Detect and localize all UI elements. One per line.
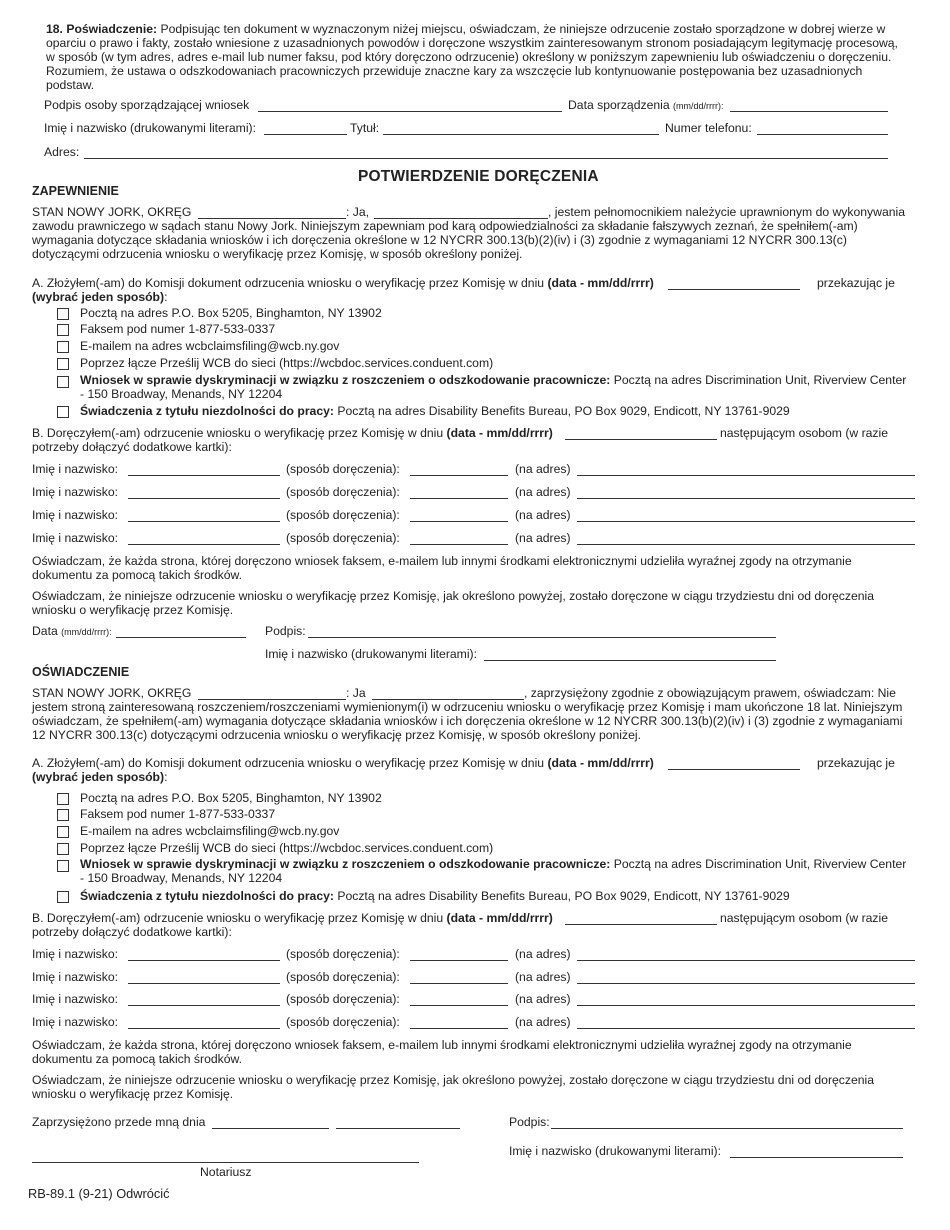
sign2-signature-field[interactable]	[551, 1128, 903, 1129]
section-a2-text: A. Złożyłem(-am) do Komisji dokument odrzucenia wniosku o weryfikację przez Komisję w dniu (data - mm/dd/rrrr)	[32, 756, 654, 770]
prepared-date-label: Data sporządzenia (mm/dd/rrrr):	[568, 98, 724, 112]
affirmation-text-4: dotyczącymi odrzucenia wniosku o weryfikację przez Komisję, w sposób określony poniżej.	[32, 247, 523, 261]
affirmation-text-2: zawodu prawniczego w sądach stanu Nowy Jork. Niniejszym zapewniam pod karą odpowiedzialności za składanie fałszywych zeznań, że spełniłem(-am)	[32, 219, 858, 233]
oath-text-1: , zaprzysiężony zgodnie z obowiązującym prawem, oświadczam: Nie	[524, 686, 896, 700]
a2-discrimination-option: Wniosek w sprawie dyskryminacji w związku z roszczeniem o odszkodowanie pracownicze: Pocztą na adres Discrimination Unit, Riverview Center	[80, 857, 907, 871]
prepared-date-field[interactable]	[730, 111, 888, 112]
section-b1-text-2: następującym osobom (w razie	[720, 426, 888, 440]
recipient-method-label: (sposób doręczenia):	[286, 462, 400, 476]
sworn-before-label: Zaprzysiężono przede mną dnia	[32, 1115, 206, 1129]
consent-text: Oświadczam, że każda strona, której doręczono wniosek faksem, e-mailem lub innymi środkami elektronicznymi udzieliła wyraźnej zgody na otrzymanie	[32, 1038, 852, 1052]
recipient-method-field[interactable]	[410, 1028, 508, 1029]
a2-disability-option: Świadczenia z tytułu niezdolności do pracy: Pocztą na adres Disability Benefits Bureau, PO Box 9029, Endicott, NY 13761-9029	[80, 889, 790, 903]
section-b2-date-field[interactable]	[565, 924, 717, 925]
recipient-name-field[interactable]	[128, 960, 280, 961]
served-text-2: wniosku o weryfikację przez Komisję.	[32, 603, 234, 617]
oath-state-label: STAN NOWY JORK, OKRĘG	[32, 686, 192, 700]
page-title: POTWIERDZENIE DORĘCZENIA	[358, 168, 599, 185]
affirmation-heading: ZAPEWNIENIE	[32, 184, 119, 198]
a1-fax-option: Faksem pod numer 1-877-533-0337	[80, 322, 276, 336]
a2-email-option: E-mailem na adres wcbclaimsfiling@wcb.ny.gov	[80, 824, 340, 838]
recipient-method-field[interactable]	[410, 475, 508, 476]
sign1-signature-field[interactable]	[308, 637, 776, 638]
recipient-address-label: (na adres)	[515, 485, 571, 499]
recipient-address-field[interactable]	[577, 983, 915, 984]
a2-web-checkbox[interactable]	[57, 843, 69, 855]
recipient-address-label: (na adres)	[515, 947, 571, 961]
recipient-method-field[interactable]	[410, 983, 508, 984]
section-b2-text-3: potrzeby dołączyć dodatkowe kartki):	[32, 925, 232, 939]
section-a1-choose: (wybrać jeden sposób):	[32, 290, 168, 304]
recipient-address-field[interactable]	[577, 1005, 915, 1006]
sign1-name-field[interactable]	[484, 660, 776, 661]
recipient-address-label: (na adres)	[515, 462, 571, 476]
recipient-name-label: Imię i nazwisko:	[32, 508, 119, 522]
recipient-address-label: (na adres)	[515, 992, 571, 1006]
a2-discrimination-option-2: - 150 Broadway, Menands, NY 12204	[80, 871, 283, 885]
recipient-method-label: (sposób doręczenia):	[286, 1015, 400, 1029]
declaration-paragraph	[46, 22, 906, 92]
recipient-name-label: Imię i nazwisko:	[32, 531, 119, 545]
a2-mail-option: Pocztą na adres P.O. Box 5205, Binghamton, NY 13902	[80, 791, 382, 805]
recipient-method-field[interactable]	[410, 521, 508, 522]
recipient-address-field[interactable]	[577, 475, 915, 476]
a1-discrimination-option-2: - 150 Broadway, Menands, NY 12204	[80, 387, 283, 401]
served-text: Oświadczam, że niniejsze odrzucenie wniosku o weryfikację przez Komisję, jak określono powyżej, zostało doręczone w ciągu trzydziestu dni od doręczenia	[32, 1073, 875, 1087]
affirmation-ja: : Ja,	[346, 205, 370, 219]
recipient-name-field[interactable]	[128, 498, 280, 499]
sign2-name-field[interactable]	[730, 1157, 903, 1158]
oath-ja: : Ja	[346, 686, 366, 700]
oath-text-4: 12 NYCRR 300.13(c) dotyczącymi odrzucenia wniosku o weryfikację przez Komisję, w sposób określony poniżej.	[32, 728, 641, 742]
a1-mail-checkbox[interactable]	[57, 308, 69, 320]
section-b2-text-2: następującym osobom (w razie	[720, 911, 888, 925]
consent-text-2: dokumentu za pomocą takich środków.	[32, 1052, 243, 1066]
form-footer-id: RB-89.1 (9-21) Odwrócić	[28, 1186, 170, 1201]
recipient-address-label: (na adres)	[515, 531, 571, 545]
section-a1-forwarding: przekazując je	[817, 276, 895, 290]
a2-mail-checkbox[interactable]	[57, 793, 69, 805]
a2-email-checkbox[interactable]	[57, 826, 69, 838]
oath-text-3: oświadczam, że spełniłem(-am) wymagania dotyczące składania wniosków i ich doręczenia określone w 12 NYCRR 300.13(b)(2)(iv) i (3) zgodnie z wymaganiami	[32, 714, 903, 728]
consent-text-2: dokumentu za pomocą takich środków.	[32, 568, 243, 582]
recipient-name-field[interactable]	[128, 983, 280, 984]
recipient-method-label: (sposób doręczenia):	[286, 531, 400, 545]
section-b1-text: B. Doręczyłem(-am) odrzucenie wniosku o weryfikację przez Komisję w dniu (data - mm/dd/rrrr)	[32, 426, 553, 440]
section-b1-text-3: potrzeby dołączyć dodatkowe kartki):	[32, 440, 232, 454]
oath-text-2: jestem stroną zainteresowaną roszczeniem/roszczeniami wymienionym(i) w odrzuceniu wniosku o weryfikację przez Komisję i mam ukończone 18 lat. Niniejszym	[32, 700, 903, 714]
preparer-address-label: Adres:	[44, 145, 80, 159]
a1-fax-checkbox[interactable]	[57, 324, 69, 336]
preparer-title-label: Tytuł:	[350, 121, 380, 135]
recipient-address-label: (na adres)	[515, 970, 571, 984]
declaration-heading: 18. Poświadczenie:	[46, 22, 158, 36]
recipient-name-label: Imię i nazwisko:	[32, 485, 119, 499]
recipient-name-label: Imię i nazwisko:	[32, 947, 119, 961]
recipient-method-label: (sposób doręczenia):	[286, 992, 400, 1006]
recipient-name-label: Imię i nazwisko:	[32, 1015, 119, 1029]
preparer-phone-label: Numer telefonu:	[665, 121, 752, 135]
sign1-signature-label: Podpis:	[265, 624, 306, 638]
a2-disability-checkbox[interactable]	[57, 891, 69, 903]
served-text-2: wniosku o weryfikację przez Komisję.	[32, 1087, 234, 1101]
sworn-day-field[interactable]	[212, 1128, 329, 1129]
affirmation-text-3: wymagania dotyczące składania wniosków i ich doręczenia określone w 12 NYCRR 300.13(b)(2)(iv) i (3) zgodnie z wymaganiami 12 NYCRR 300.13(c)	[32, 233, 847, 247]
recipient-method-field[interactable]	[410, 1005, 508, 1006]
a1-email-checkbox[interactable]	[57, 341, 69, 353]
a1-web-checkbox[interactable]	[57, 358, 69, 370]
a1-web-option: Poprzez łącze Prześlij WCB do sieci (https://wcbdoc.services.conduent.com)	[80, 356, 494, 370]
served-text: Oświadczam, że niniejsze odrzucenie wniosku o weryfikację przez Komisję, jak określono powyżej, zostało doręczone w ciągu trzydziestu dni od doręczenia	[32, 589, 875, 603]
recipient-address-label: (na adres)	[515, 1015, 571, 1029]
preparer-address-field[interactable]	[84, 158, 888, 159]
consent-text: Oświadczam, że każda strona, której doręczono wniosek faksem, e-mailem lub innymi środkami elektronicznymi udzieliła wyraźnej zgody na otrzymanie	[32, 554, 852, 568]
sign1-date-field[interactable]	[116, 637, 246, 638]
oath-heading: OŚWIADCZENIE	[32, 665, 130, 679]
a2-discrimination-checkbox[interactable]	[57, 860, 69, 872]
recipient-name-label: Imię i nazwisko:	[32, 992, 119, 1006]
recipient-method-label: (sposób doręczenia):	[286, 485, 400, 499]
a1-email-option: E-mailem na adres wcbclaimsfiling@wcb.ny.gov	[80, 339, 340, 353]
recipient-name-field[interactable]	[128, 521, 280, 522]
section-a1-date-field[interactable]	[668, 289, 800, 290]
preparer-signature-label: Podpis osoby sporządzającej wniosek	[44, 98, 250, 112]
recipient-name-field[interactable]	[128, 544, 280, 545]
a1-disability-checkbox[interactable]	[57, 406, 69, 418]
preparer-title-field[interactable]	[383, 134, 659, 135]
preparer-phone-field[interactable]	[757, 134, 888, 135]
recipient-method-field[interactable]	[410, 498, 508, 499]
sign2-signature-label: Podpis:	[509, 1115, 550, 1129]
recipient-address-field[interactable]	[577, 544, 915, 545]
recipient-method-label: (sposób doręczenia):	[286, 970, 400, 984]
preparer-name-label: Imię i nazwisko (drukowanymi literami):	[44, 121, 256, 135]
preparer-name-field[interactable]	[264, 134, 347, 135]
recipient-name-label: Imię i nazwisko:	[32, 462, 119, 476]
a2-web-option: Poprzez łącze Prześlij WCB do sieci (https://wcbdoc.services.conduent.com)	[80, 841, 494, 855]
sign1-name-label: Imię i nazwisko (drukowanymi literami):	[265, 647, 477, 661]
recipient-address-field[interactable]	[577, 960, 915, 961]
a2-fax-option: Faksem pod numer 1-877-533-0337	[80, 807, 276, 821]
recipient-method-field[interactable]	[410, 960, 508, 961]
recipient-name-field[interactable]	[128, 1028, 280, 1029]
recipient-name-label: Imię i nazwisko:	[32, 970, 119, 984]
a2-fax-checkbox[interactable]	[57, 809, 69, 821]
recipient-address-label: (na adres)	[515, 508, 571, 522]
a1-discrimination-checkbox[interactable]	[57, 376, 69, 388]
notary-signature-field[interactable]	[32, 1162, 419, 1163]
a1-mail-option: Pocztą na adres P.O. Box 5205, Binghamton, NY 13902	[80, 306, 382, 320]
section-a1-text: A. Złożyłem(-am) do Komisji dokument odrzucenia wniosku o weryfikację przez Komisję w dniu (data - mm/dd/rrrr)	[32, 276, 654, 290]
preparer-signature-field[interactable]	[258, 111, 562, 112]
recipient-address-field[interactable]	[577, 521, 915, 522]
sign1-date-label: Data (mm/dd/rrrr):	[32, 624, 112, 638]
recipient-address-field[interactable]	[577, 498, 915, 499]
sworn-month-field[interactable]	[336, 1128, 460, 1129]
a1-disability-option: Świadczenia z tytułu niezdolności do pracy: Pocztą na adres Disability Benefits Bureau, PO Box 9029, Endicott, NY 13761-9029	[80, 404, 790, 418]
sign2-name-label: Imię i nazwisko (drukowanymi literami):	[509, 1144, 721, 1158]
declaration-text: Podpisując ten dokument w wyznaczonym niżej miejscu, oświadczam, że niniejsze odrzucenie zostało sporządzone w dobrej wierze w oparciu o prawo i fakty, zostało wniesione z uzasadnionych powodów i doręczone wszystkim zainteresowanym stronom posiadającym legitymację procesową, w sposób (w tym adres, adres e-mail lub numer faksu, pod który doręczono odrzucenie) określony w poniższym zapewnieniu lub oświadczeniu o doręczeniu. Rozumiem, że ustawa o odszkodowaniach pracowniczych przewiduje znaczne kary za wszczęcie lub kontynuowanie postępowania bez uzasadnionych podstaw.	[46, 22, 898, 92]
section-a2-forwarding: przekazując je	[817, 756, 895, 770]
recipient-method-field[interactable]	[410, 544, 508, 545]
section-b2-text: B. Doręczyłem(-am) odrzucenie wniosku o weryfikację przez Komisję w dniu (data - mm/dd/rrrr)	[32, 911, 553, 925]
recipient-method-label: (sposób doręczenia):	[286, 508, 400, 522]
section-a2-date-field[interactable]	[668, 769, 800, 770]
recipient-name-field[interactable]	[128, 1005, 280, 1006]
affirmation-text-1: , jestem pełnomocnikiem należycie uprawnionym do wykonywania	[548, 205, 905, 219]
a1-discrimination-option: Wniosek w sprawie dyskryminacji w związku z roszczeniem o odszkodowanie pracownicze: Pocztą na adres Discrimination Unit, Riverview Center	[80, 373, 907, 387]
section-b1-date-field[interactable]	[565, 439, 717, 440]
recipient-method-label: (sposób doręczenia):	[286, 947, 400, 961]
affirmation-state-label: STAN NOWY JORK, OKRĘG	[32, 205, 192, 219]
recipient-name-field[interactable]	[128, 475, 280, 476]
notary-label: Notariusz	[200, 1165, 252, 1179]
section-a2-choose: (wybrać jeden sposób):	[32, 770, 168, 784]
recipient-address-field[interactable]	[577, 1028, 915, 1029]
